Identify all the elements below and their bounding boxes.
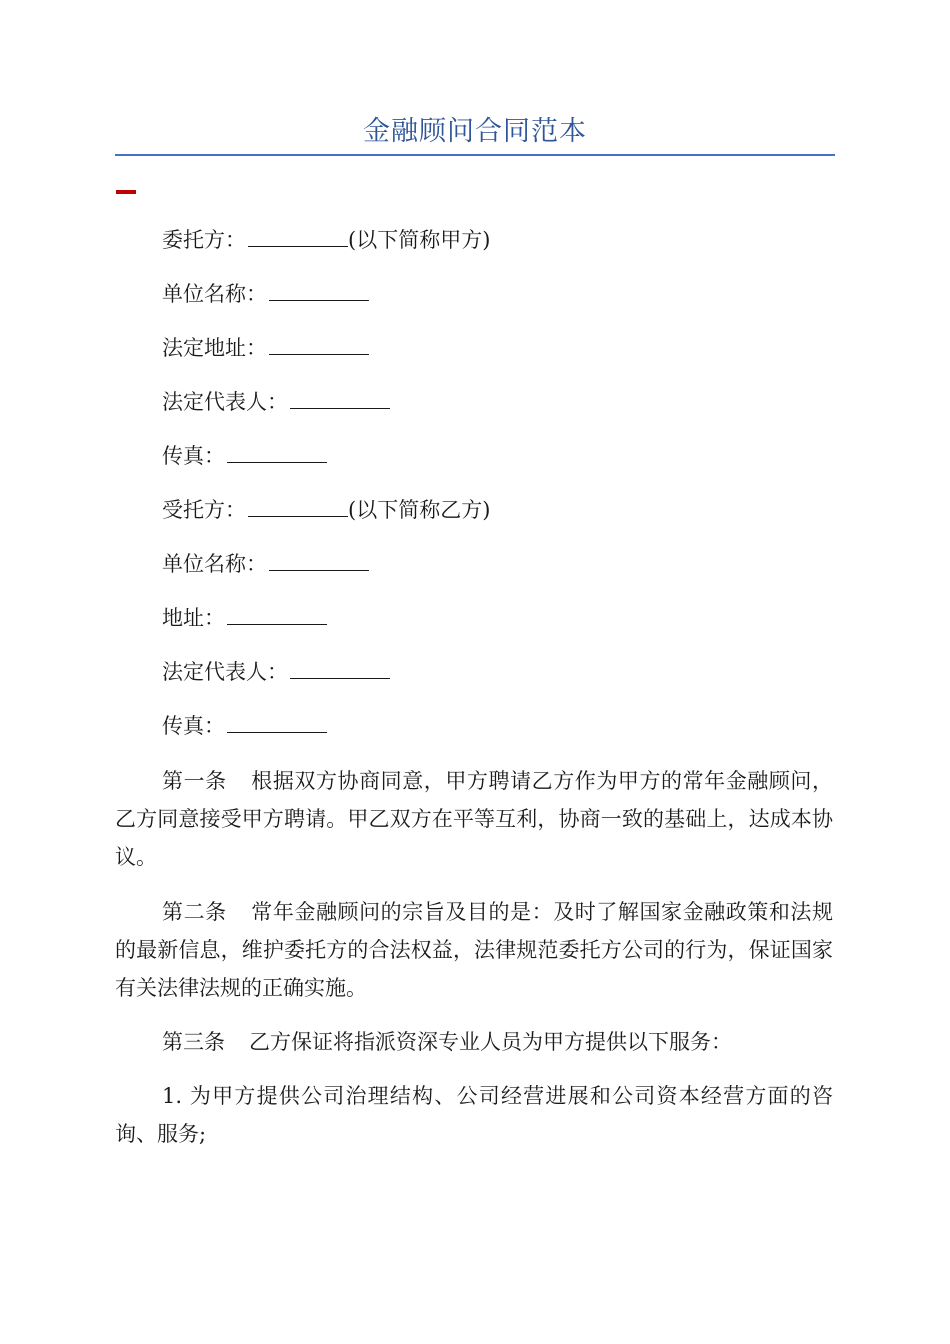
party-a-unit-label: 单位名称： <box>162 282 267 306</box>
party-a-label: 委托方： <box>162 228 246 252</box>
party-a-representative-line <box>162 387 390 417</box>
party-a-representative-blank <box>290 390 390 409</box>
party-b-fax-label: 传真： <box>162 714 225 738</box>
article-1-text: 根据双方协商同意，甲方聘请乙方作为甲方的常年金融顾问，乙方同意接受甲方聘请。甲乙双方在平等互利，协商一致的基础上，达成本协议。 <box>115 769 834 869</box>
document-title: 金融顾问合同范本 <box>363 116 587 147</box>
service-item-1-text: 1. 为甲方提供公司治理结构、公司经营进展和公司资本经营方面的咨询、服务; <box>115 1084 833 1146</box>
party-b-address-label: 地址： <box>162 606 225 630</box>
party-b-fax-line <box>162 711 327 741</box>
party-b-address-blank <box>227 606 327 625</box>
party-a-fax-line <box>162 441 327 471</box>
party-b-label: 受托方： <box>162 498 246 522</box>
party-a-suffix: (以下简称甲方) <box>348 228 491 252</box>
party-b-representative-label: 法定代表人： <box>162 660 288 684</box>
section-marker <box>116 190 136 194</box>
article-2-heading: 第二条 <box>162 900 227 924</box>
article-3-text: 乙方保证将指派资深专业人员为甲方提供以下服务： <box>249 1030 732 1054</box>
party-b-representative-blank <box>290 660 390 679</box>
party-a-line <box>162 225 490 255</box>
article-3 <box>115 1023 833 1061</box>
party-a-unit-line <box>162 279 369 309</box>
party-a-address-blank <box>269 336 369 355</box>
party-b-blank <box>248 498 348 517</box>
party-b-address-line <box>162 603 327 633</box>
party-b-line <box>162 495 490 525</box>
article-2 <box>115 893 833 1007</box>
party-b-suffix: (以下简称乙方) <box>348 498 491 522</box>
party-a-blank <box>248 228 348 247</box>
title-divider <box>115 154 835 156</box>
party-a-unit-blank <box>269 282 369 301</box>
article-3-heading: 第三条 <box>162 1030 225 1054</box>
party-a-representative-label: 法定代表人： <box>162 390 288 414</box>
article-2-text: 常年金融顾问的宗旨及目的是：及时了解国家金融政策和法规的最新信息，维护委托方的合法权益，法律规范委托方公司的行为，保证国家有关法律法规的正确实施。 <box>115 900 834 1000</box>
party-a-fax-label: 传真： <box>162 444 225 468</box>
party-a-fax-blank <box>227 444 327 463</box>
service-item-1 <box>115 1077 833 1153</box>
party-b-unit-blank <box>269 552 369 571</box>
party-a-address-line <box>162 333 369 363</box>
party-a-address-label: 法定地址： <box>162 336 267 360</box>
party-b-fax-blank <box>227 714 327 733</box>
article-1-heading: 第一条 <box>162 769 227 793</box>
article-1 <box>115 762 833 876</box>
party-b-representative-line <box>162 657 390 687</box>
party-b-unit-line <box>162 549 369 579</box>
party-b-unit-label: 单位名称： <box>162 552 267 576</box>
